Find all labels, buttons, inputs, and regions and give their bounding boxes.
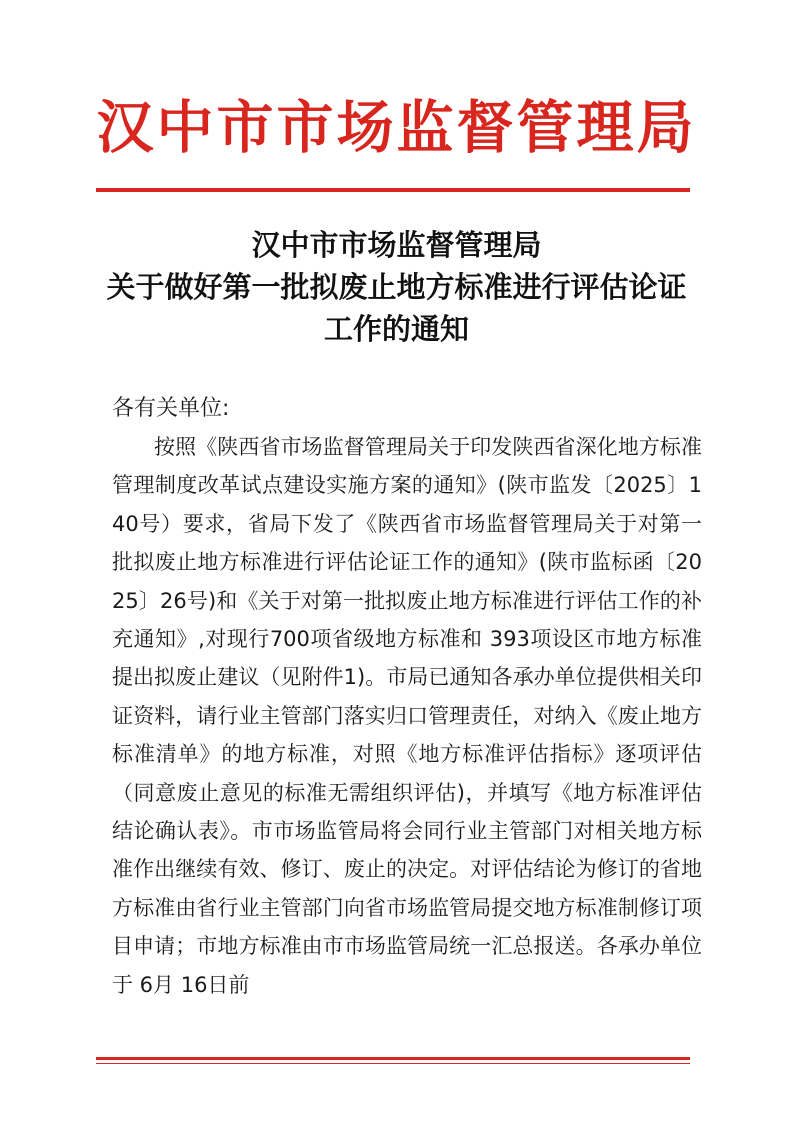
document-title xyxy=(0,224,793,350)
letterhead-divider xyxy=(96,188,690,192)
body-paragraph: 按照《陕西省市场监督管理局关于印发陕西省深化地方标准管理制度改革试点建设实施方案的通知》(陕市监发〔2025〕140号）要求，省局下发了《陕西省市场监督管理局关于对第一批拟废止地方标准进行评估论证工作的通知》(陕市监标函〔2025〕26号)和《关于对第一批拟废止地方标准进行评估工作的补充通知》,对现行700项省级地方标准和 393项设区市地方标准提出拟废止建议（见附件1)。市局已通知各承办单位提供相关印证资料，请行业主管部门落实归口管理责任，对纳入《废止地方标准清单》的地方标准，对照《地方标准评估指标》逐项评估（同意废止意见的标准无需组织评估)，并填写《地方标准评估结论确认表》。市市场监管局将会同行业主管部门对相关地方标准作出继续有效、修订、废止的决定。对评估结论为修订的省地方标准由省行业主管部门向省市场监管局提交地方标准制修订项目申请；市地方标准由市市场监管局统一汇总报送。各承办单位于 6月 16日前 xyxy=(112,435,702,997)
footer-divider-thick xyxy=(96,1057,690,1060)
salutation: 各有关单位: xyxy=(112,396,230,421)
title-line-2: 关于做好第一批拟废止地方标准进行评估论证 xyxy=(106,270,687,304)
letterhead-organization: 汉中市市场监督管理局 xyxy=(96,94,697,161)
title-line-1: 汉中市市场监督管理局 xyxy=(251,228,542,262)
document-body xyxy=(112,428,702,1004)
title-line-3: 工作的通知 xyxy=(323,312,469,346)
footer-divider-thin xyxy=(96,1063,690,1064)
